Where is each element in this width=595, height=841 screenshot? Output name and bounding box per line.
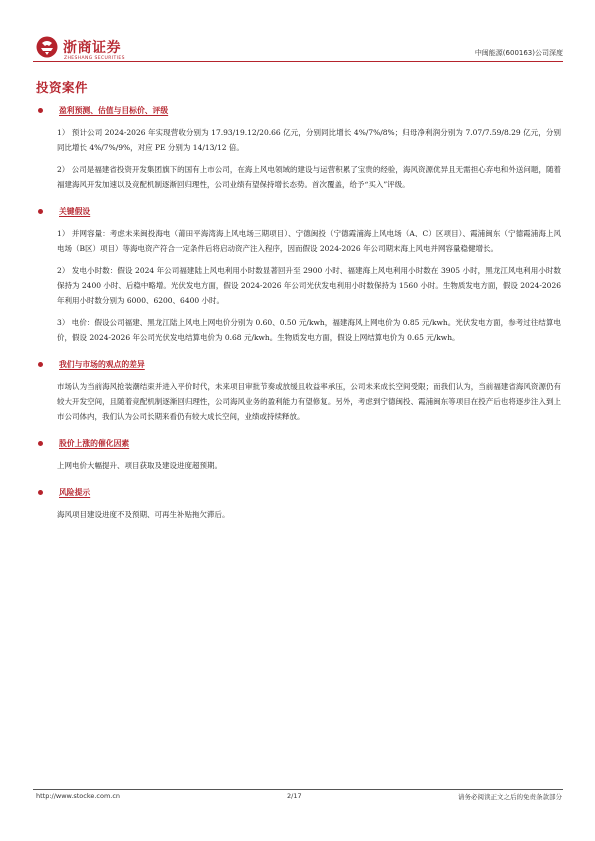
paragraph: 海风项目建设进度不及预期、可再生补贴拖欠滞后。	[57, 510, 230, 519]
footer-url[interactable]: http://www.stocke.com.cn	[36, 792, 121, 800]
paragraph: 1） 预计公司 2024-2026 年实现营收分别为 17.93/19.12/20.66 亿元，分别同比增长 4%/7%/8%；归母净利润分别为 7.07/7.59/8.29 亿元，分别同比增长 4%/7%/9%，对应 PE 分别为 14/13/12 倍。	[57, 128, 561, 152]
footer-divider	[33, 789, 563, 790]
bullet-icon	[38, 108, 43, 113]
section-title: 风险提示	[59, 487, 91, 497]
header-divider	[33, 61, 563, 62]
page-number: 2/17	[287, 792, 302, 800]
footer-disclaimer: 请务必阅读正文之后的免责条款部分	[458, 793, 562, 801]
logo-name: 浙商证券	[63, 40, 121, 56]
bullet-icon	[38, 362, 43, 367]
section-heading	[36, 103, 561, 117]
logo-emblem-icon	[36, 36, 58, 58]
paragraph: 3） 电价：假设公司福建、黑龙江陆上风电上网电价分别为 0.60、0.50 元/kwh，福建海风上网电价为 0.85 元/kwh。光伏发电方面，参考过往结算电价，假设 2024-2026 年公司光伏发电结算电价为 0.68 元/kwh。生物质发电方面，假设上网结算电价为 0.65 元/kwh。	[57, 318, 561, 342]
section-heading	[36, 485, 561, 499]
page-title: 投资案件	[36, 80, 89, 95]
section-title: 我们与市场的观点的差异	[59, 359, 145, 369]
section-title: 股价上涨的催化因素	[59, 438, 130, 448]
main-content	[36, 103, 561, 529]
report-title: 中闽能源(600163)公司深度	[474, 49, 563, 57]
logo-subtitle: ZHESHANG SECURITIES	[64, 56, 125, 61]
bullet-icon	[38, 209, 43, 214]
bullet-icon	[38, 490, 43, 495]
section-heading	[36, 357, 561, 371]
page-header	[33, 32, 563, 72]
bullet-icon	[38, 441, 43, 446]
section-heading	[36, 436, 561, 450]
paragraph: 2） 公司是福建省投资开发集团旗下的国有上市公司，在海上风电领域的建设与运营积累了宝贵的经验，海风资源优异且无需担心弃电和外送问题，随着福建海风开发加速以及竞配机制逐渐回归理性，公司业绩有望保持增长态势。首次覆盖，给予“买入”评级。	[57, 165, 561, 189]
paragraph: 1） 并网容量：考虑未来闽投海电（莆田平海湾海上风电场三期项目）、宁德闽投（宁德霞浦海上风电场（A、C）区项目）、霞浦闽东（宁德霞浦海上风电场（B区）项目）等海电资产符合一定条件后将启动资产注入程序，因而假设 2024-2026 年公司期末海上风电并网容量稳健增长。	[57, 229, 561, 253]
section-title: 盈利预测、估值与目标价、评级	[59, 105, 169, 115]
section-title: 关键假设	[59, 206, 91, 216]
paragraph: 2） 发电小时数：假设 2024 年公司福建陆上风电利用小时数显著回升至 2900 小时、福建海上风电利用小时数在 3905 小时，黑龙江风电利用小时数保持为 2400 小时、后稳中略增。光伏发电方面，假设 2024-2026 年公司光伏发电利用小时数保持为 1560 小时。生物质发电方面，假设 2024-2026 年利用小时数分别为 6000、6200、6400 小时。	[57, 266, 561, 305]
paragraph: 市场认为当前海风抢装潮结束并进入平价时代，未来项目审批节奏或放缓且收益率承压，公司未来成长空间受限；而我们认为，当前福建省海风资源仍有较大开发空间，且随着竞配机制逐渐回归理性，公司海风业务的盈利能力有望修复。另外，考虑到宁德闽投、霞浦闽东等项目在投产后也将逐步注入到上市公司体内，我们认为公司长期来看仍有较大成长空间，业绩或持续释放。	[57, 382, 561, 421]
paragraph: 上网电价大幅提升、项目获取及建设进度超预期。	[57, 461, 222, 470]
section-heading	[36, 204, 561, 218]
